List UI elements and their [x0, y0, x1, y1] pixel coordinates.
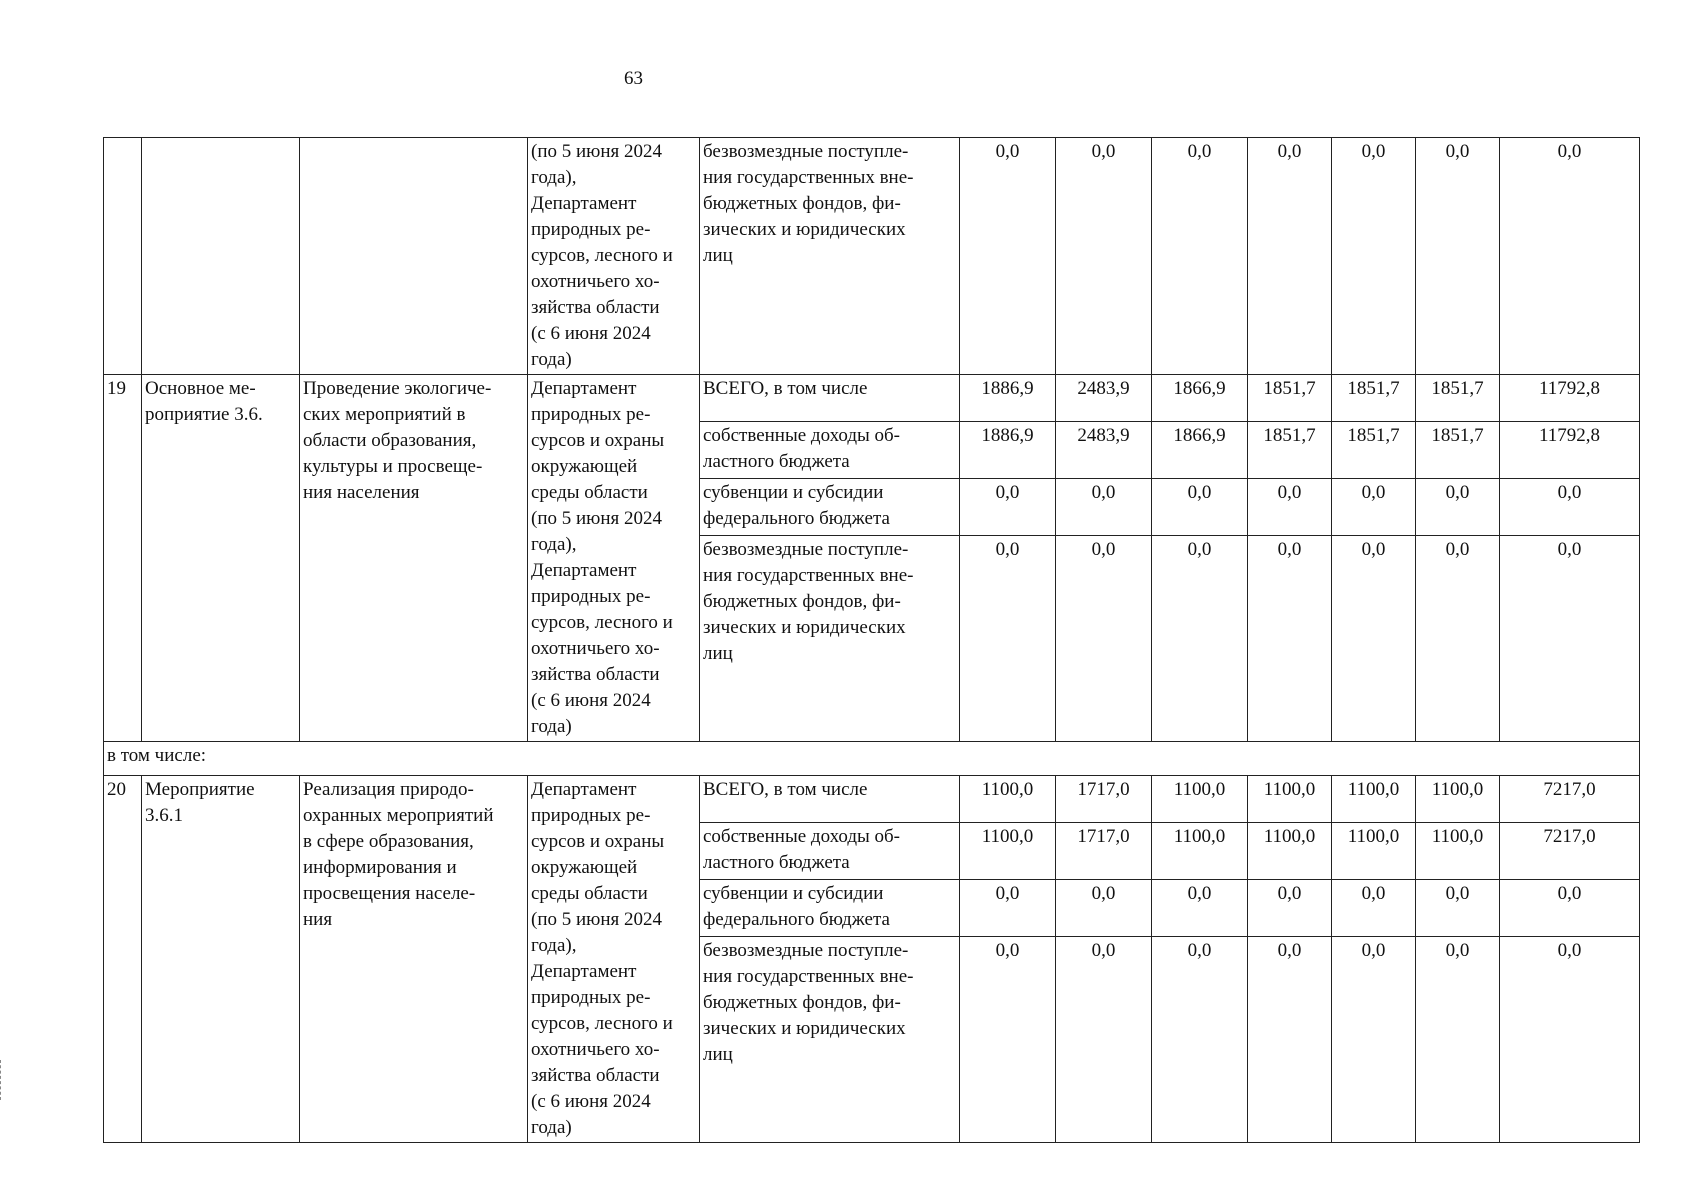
cont-executor-cell: (по 5 июня 2024 года), Департамент природных ре- сурсов, лесного и охотничьего хо- зяйства области (с 6 июня 2024 года) — [528, 138, 700, 375]
item-description-cell: Реализация природо- охранных мероприятий в сфере образования, информирования и просвещения населе- ния — [300, 776, 528, 1143]
value-cell: 0,0 — [1416, 535, 1500, 741]
value-cell: 0,0 — [1248, 936, 1332, 1142]
value-cell: 0,0 — [1416, 479, 1500, 536]
funding-source-cell: собственные доходы об- ластного бюджета — [700, 823, 960, 880]
value-cell: 0,0 — [1056, 138, 1152, 375]
value-cell: 0,0 — [1500, 936, 1640, 1142]
value-cell: 0,0 — [1152, 138, 1248, 375]
funding-source-cell: ВСЕГО, в том числе — [700, 776, 960, 823]
continuation-row — [104, 138, 1640, 375]
executor-cell: Департамент природных ре- сурсов и охраны окружающей среды области (по 5 июня 2024 года), Департамент природных ре- сурсов, лесного и охотничьего хо- зяйства области (с 6 июня 2024 года) — [528, 776, 700, 1143]
value-cell: 1100,0 — [960, 823, 1056, 880]
value-cell: 7217,0 — [1500, 823, 1640, 880]
cont-no-cell — [104, 138, 142, 375]
value-cell: 1851,7 — [1416, 375, 1500, 422]
value-cell: 1851,7 — [1416, 422, 1500, 479]
value-cell: 0,0 — [1056, 936, 1152, 1142]
value-cell: 1100,0 — [1332, 776, 1416, 823]
value-cell: 1851,7 — [1332, 422, 1416, 479]
value-cell: 0,0 — [1500, 138, 1640, 375]
funding-source-cell: субвенции и субсидии федерального бюджета — [700, 880, 960, 937]
value-cell: 1100,0 — [960, 776, 1056, 823]
item-number-cell: 19 — [104, 375, 142, 742]
cont-source-cell: безвозмездные поступле- ния государственных вне- бюджетных фондов, фи- зических и юридических лиц — [700, 138, 960, 375]
value-cell: 1717,0 — [1056, 823, 1152, 880]
value-cell: 1100,0 — [1416, 823, 1500, 880]
value-cell: 1100,0 — [1152, 776, 1248, 823]
value-cell: 0,0 — [1248, 479, 1332, 536]
value-cell: 0,0 — [1416, 138, 1500, 375]
value-cell: 0,0 — [1500, 479, 1640, 536]
value-cell: 0,0 — [960, 138, 1056, 375]
value-cell: 11792,8 — [1500, 422, 1640, 479]
value-cell: 2483,9 — [1056, 422, 1152, 479]
value-cell: 0,0 — [960, 479, 1056, 536]
value-cell: 1851,7 — [1332, 375, 1416, 422]
value-cell: 0,0 — [960, 880, 1056, 937]
value-cell: 1100,0 — [1248, 823, 1332, 880]
value-cell: 0,0 — [960, 535, 1056, 741]
funding-source-cell: безвозмездные поступле- ния государственных вне- бюджетных фондов, фи- зических и юридических лиц — [700, 535, 960, 741]
value-cell: 0,0 — [1416, 936, 1500, 1142]
table-row — [104, 776, 1640, 823]
section-label: в том числе: — [104, 742, 1640, 776]
item-description-cell: Проведение экологиче- ских мероприятий в области образования, культуры и просвеще- ния населения — [300, 375, 528, 742]
item-number-cell: 20 — [104, 776, 142, 1143]
value-cell: 1717,0 — [1056, 776, 1152, 823]
item-name-cell: Мероприятие 3.6.1 — [142, 776, 300, 1143]
funding-source-cell: субвенции и субсидии федерального бюджета — [700, 479, 960, 536]
section-row — [104, 742, 1640, 776]
value-cell: 0,0 — [1056, 535, 1152, 741]
value-cell: 0,0 — [1332, 936, 1416, 1142]
funding-source-cell: безвозмездные поступле- ния государственных вне- бюджетных фондов, фи- зических и юридических лиц — [700, 936, 960, 1142]
value-cell: 0,0 — [1332, 880, 1416, 937]
value-cell: 0,0 — [1248, 880, 1332, 937]
executor-cell: Департамент природных ре- сурсов и охраны окружающей среды области (по 5 июня 2024 года), Департамент природных ре- сурсов, лесного и охотничьего хо- зяйства области (с 6 июня 2024 года) — [528, 375, 700, 742]
value-cell: 0,0 — [1152, 936, 1248, 1142]
scan-edge-mark — [0, 1060, 4, 1100]
value-cell: 1851,7 — [1248, 375, 1332, 422]
value-cell: 0,0 — [960, 936, 1056, 1142]
value-cell: 2483,9 — [1056, 375, 1152, 422]
table-row — [104, 375, 1640, 422]
value-cell: 1886,9 — [960, 375, 1056, 422]
value-cell: 0,0 — [1332, 535, 1416, 741]
funding-source-cell: собственные доходы об- ластного бюджета — [700, 422, 960, 479]
value-cell: 1886,9 — [960, 422, 1056, 479]
value-cell: 0,0 — [1416, 880, 1500, 937]
value-cell: 0,0 — [1248, 138, 1332, 375]
value-cell: 0,0 — [1056, 880, 1152, 937]
value-cell: 1851,7 — [1248, 422, 1332, 479]
value-cell: 0,0 — [1332, 138, 1416, 375]
cont-description-cell — [300, 138, 528, 375]
value-cell: 1100,0 — [1248, 776, 1332, 823]
value-cell: 0,0 — [1332, 479, 1416, 536]
item-name-cell: Основное ме- роприятие 3.6. — [142, 375, 300, 742]
value-cell: 1100,0 — [1416, 776, 1500, 823]
cont-name-cell — [142, 138, 300, 375]
value-cell: 7217,0 — [1500, 776, 1640, 823]
value-cell: 0,0 — [1152, 880, 1248, 937]
value-cell: 1866,9 — [1152, 375, 1248, 422]
value-cell: 1100,0 — [1332, 823, 1416, 880]
page-number: 63 — [624, 68, 643, 89]
value-cell: 0,0 — [1152, 479, 1248, 536]
value-cell: 1866,9 — [1152, 422, 1248, 479]
funding-source-cell: ВСЕГО, в том числе — [700, 375, 960, 422]
value-cell: 0,0 — [1500, 535, 1640, 741]
value-cell: 11792,8 — [1500, 375, 1640, 422]
value-cell: 0,0 — [1248, 535, 1332, 741]
budget-table — [103, 137, 1640, 1143]
table-body — [104, 138, 1640, 1143]
value-cell: 1100,0 — [1152, 823, 1248, 880]
value-cell: 0,0 — [1056, 479, 1152, 536]
value-cell: 0,0 — [1152, 535, 1248, 741]
value-cell: 0,0 — [1500, 880, 1640, 937]
